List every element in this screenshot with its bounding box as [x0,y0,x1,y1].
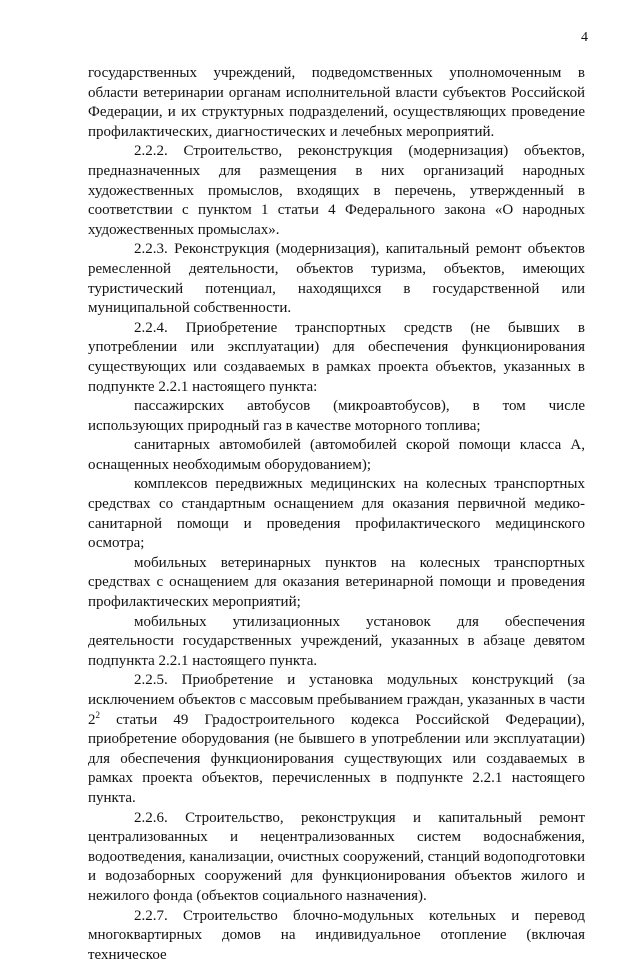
page-number: 4 [581,30,588,45]
list-item-mobile-disposal: мобильных утилизационных установок для обеспечения деятельности государственных учреждений, указанных в абзаце девятом подпункта 2.2.1 настоящего пункта. [88,613,585,669]
paragraph-2-2-5-part1: 2.2.5. Приобретение и установка модульных конструкций (за исключением объектов с массовым пребыванием граждан, указанных в части 2 [88,672,585,728]
paragraph-2-2-2: 2.2.2. Строительство, реконструкция (модернизация) объектов, предназначенных для размещения в них организаций народных художественных промыслов, входящих в перечень, утвержденный в соответствии с пунктом 1 статьи 4 Федерального закона «О народных художественных промыслах». [88,143,585,238]
paragraph-2-2-3: 2.2.3. Реконструкция (модернизация), капитальный ремонт объектов ремесленной деятельности, объектов туризма, объектов, имеющих туристический потенциал, находящихся в государственной или муниципальной собственности. [88,241,585,317]
paragraph-continuation: государственных учреждений, подведомственных уполномоченным в области ветеринарии органам исполнительной власти субъектов Российской Федерации, и их структурных подразделений, осуществляющих проведение профилактических, диагностических и лечебных мероприятий. [88,65,585,140]
paragraph-2-2-5 [88,671,585,808]
paragraph-2-2-5-part2: статьи 49 Градостроительного кодекса Российской Федерации), приобретение оборудования (не бывшего в употреблении или эксплуатации) для обеспечения функционирования существующих или создаваемых в рамках проекта объектов, перечисленных в подпункте 2.2.1 настоящего пункта. [88,711,585,806]
paragraph-2-2-6: 2.2.6. Строительство, реконструкция и капитальный ремонт централизованных и нецентрализованных систем водоснабжения, водоотведения, канализации, очистных сооружений, станций водоподготовки и водозаборных сооружений для функционирования объектов жилого и нежилого фонда (объектов социального назначения). [88,809,585,904]
list-item-buses: пассажирских автобусов (микроавтобусов), в том числе использующих природный газ в качестве моторного топлива; [88,398,585,434]
list-item-ambulances: санитарных автомобилей (автомобилей скорой помощи класса А, оснащенных необходимым оборудованием); [88,437,585,473]
paragraph-2-2-7: 2.2.7. Строительство блочно-модульных котельных и перевод многоквартирных домов на индивидуальное отопление (включая техническое [88,907,585,963]
paragraph-2-2-4: 2.2.4. Приобретение транспортных средств (не бывших в употреблении или эксплуатации) для обеспечения функционирования существующих или создаваемых в рамках проекта объектов, указанных в подпункте 2.2.1 настоящего пункта: [88,319,585,395]
list-item-mobile-veterinary: мобильных ветеринарных пунктов на колесных транспортных средствах с оснащением для оказания ветеринарной помощи и проведения профилактических мероприятий; [88,554,585,611]
superscript: 2 [95,709,100,720]
list-item-mobile-medical: комплексов передвижных медицинских на колесных транспортных средствах со стандартным оснащением для оказания первичной медико-санитарной помощи и проведения профилактического медицинского осмотра; [88,476,585,552]
document-body [88,64,585,965]
